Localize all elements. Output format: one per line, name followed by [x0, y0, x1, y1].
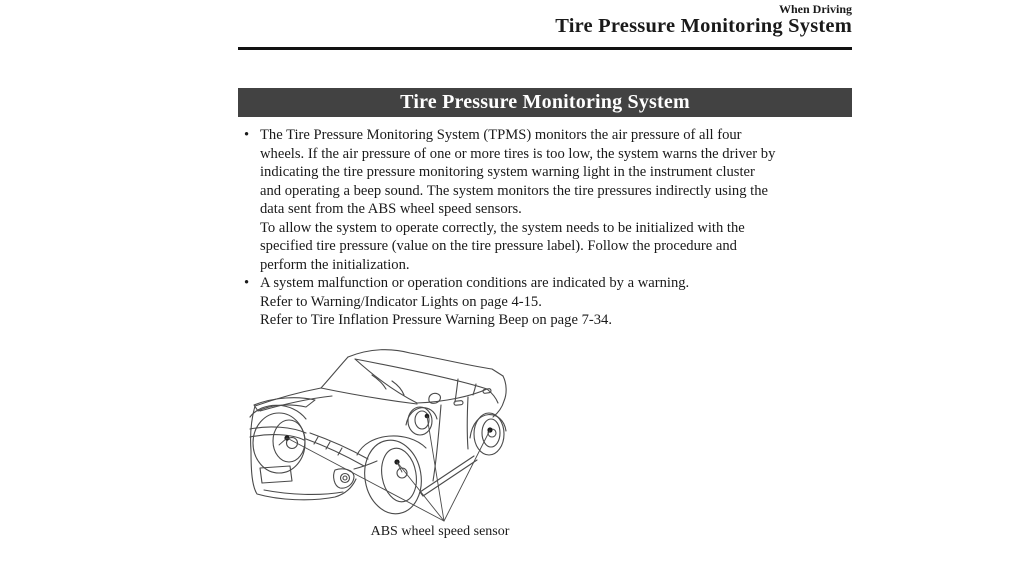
body-line-text: wheels. If the air pressure of one or more tires is too low, the system warns the driver by — [260, 145, 776, 162]
body-line-text: To allow the system to operate correctly, the system needs to be initialized with the — [260, 219, 745, 236]
body-line — [244, 163, 904, 182]
bullet-marker: • — [244, 127, 250, 143]
body-line-text: specified tire pressure (value on the tire pressure label). Follow the procedure and — [260, 238, 737, 254]
body-line-text: Refer to Tire Inflation Pressure Warning Beep on page 7-34. — [260, 312, 612, 328]
body-line-text: data sent from the ABS wheel speed sensors. — [260, 201, 522, 217]
body-line — [244, 182, 904, 201]
running-header: When Driving — [778, 2, 852, 16]
body-line — [244, 237, 904, 256]
bullet-marker — [244, 219, 260, 238]
bullet-marker — [244, 145, 260, 164]
body-line-text: and operating a beep sound. The system monitors the tire pressures indirectly using the — [260, 182, 768, 199]
body-line — [244, 126, 904, 145]
header-rule — [238, 47, 852, 50]
bullet-marker — [244, 182, 260, 201]
bullet-marker — [244, 311, 260, 330]
body-line-text: The Tire Pressure Monitoring System (TPMS) monitors the air pressure of all four — [260, 127, 742, 143]
wheel-front-far — [250, 405, 306, 473]
callout-lines — [279, 416, 490, 521]
bullet-marker — [244, 293, 260, 312]
wheel-rear-far — [406, 407, 437, 435]
section-banner — [238, 88, 852, 117]
front-fascia — [250, 398, 368, 488]
section-banner-title: Tire Pressure Monitoring System — [400, 91, 690, 113]
wheel-front-near — [357, 436, 427, 519]
body-line — [244, 145, 904, 164]
sensor-dots — [284, 414, 492, 465]
page-title: Tire Pressure Monitoring System — [555, 15, 852, 37]
bullet-marker: • — [244, 275, 250, 291]
body-line-text: A system malfunction or operation conditions are indicated by a warning. — [260, 275, 690, 291]
body-line-text: perform the initialization. — [260, 256, 410, 273]
body-line-text: Refer to Warning/Indicator Lights on page 4-15. — [260, 293, 542, 310]
bullet-marker — [244, 237, 260, 256]
bullet-marker — [244, 200, 260, 219]
body-line — [244, 200, 904, 219]
bullet-marker — [244, 256, 260, 275]
body-line — [244, 219, 904, 238]
body-line-text: indicating the tire pressure monitoring system warning light in the instrument cluster — [260, 164, 755, 180]
bullet-marker — [244, 163, 260, 182]
figure-caption: ABS wheel speed sensor — [370, 524, 510, 539]
body-line — [244, 256, 904, 275]
body-line — [244, 274, 904, 293]
body-line — [244, 311, 904, 330]
body-text — [244, 126, 904, 330]
body-line — [244, 293, 904, 312]
figure-car-illustration — [240, 345, 570, 560]
car-outline — [251, 350, 506, 500]
